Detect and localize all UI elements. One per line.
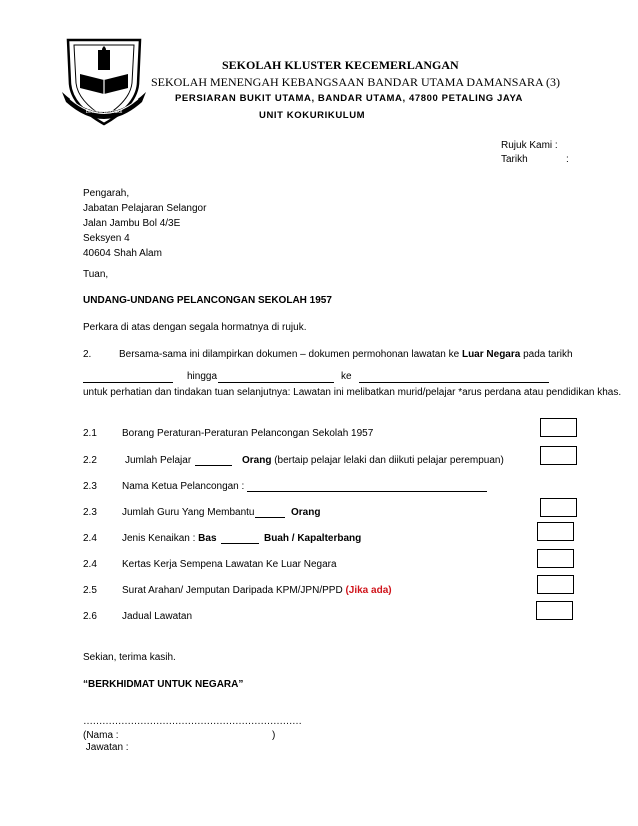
tarikh-colon: : <box>566 154 569 165</box>
header-address: PERSIARAN BUKIT UTAMA, BANDAR UTAMA, 47800 PETALING JAYA <box>175 93 524 104</box>
para2-number: 2. <box>83 349 92 360</box>
para2-luar-negara: Luar Negara <box>461 349 521 360</box>
item-label-2-1: Borang Peraturan-Peraturan Pelancongan Sekolah 1957 <box>122 428 374 439</box>
checkbox-2-4b[interactable] <box>537 549 574 568</box>
item-num-2-5: 2.5 <box>83 585 97 596</box>
checkbox-2-1[interactable] <box>540 418 577 437</box>
item-num-2-6: 2.6 <box>83 611 97 622</box>
recipient-line-2: Jabatan Pelajaran Selangor <box>83 203 207 214</box>
recipient-line-1: Pengarah, <box>83 188 130 199</box>
header-school: SEKOLAH MENENGAH KEBANGSAAN BANDAR UTAMA DAMANSARA (3) <box>151 75 561 89</box>
item-label-2-5 <box>122 585 392 597</box>
tarikh-label: Tarikh <box>501 154 528 165</box>
rujuk-kami: Rujuk Kami : <box>501 140 558 151</box>
salutation: Tuan, <box>83 269 109 280</box>
recipient-line-4: Seksyen 4 <box>83 233 130 244</box>
para2-line3: untuk perhatian dan tindakan tuan selanjutnya: Lawatan ini melibatkan murid/pelajar *arus perdana atau pendidikan khas. <box>83 387 622 398</box>
item-label-2-4a <box>122 533 217 545</box>
para2-text-start: Bersama-sama ini dilampirkan dokumen – dokumen permohonan lawatan ke <box>119 349 462 360</box>
item-label-2-2: Jumlah Pelajar <box>125 455 192 466</box>
motto: “BERKHIDMAT UNTUK NEGARA” <box>83 679 244 690</box>
para2-text <box>119 349 573 361</box>
ketua-pelancongan-line[interactable] <box>247 491 487 492</box>
checkbox-2-2[interactable] <box>540 446 577 465</box>
signature-dots: …………………………………………………………… <box>83 716 302 727</box>
crest-motto: Berilmu Berbakti <box>85 109 123 115</box>
item-label-2-4b: Kertas Kerja Sempena Lawatan Ke Luar Negara <box>122 559 337 570</box>
item-label-2-3b: Jumlah Guru Yang Membantu <box>122 507 255 518</box>
signature-nama-close: ) <box>272 730 276 741</box>
item-num-2-4b: 2.4 <box>83 559 97 570</box>
subject: UNDANG-UNDANG PELANCONGAN SEKOLAH 1957 <box>83 295 332 306</box>
bas-count-line[interactable] <box>221 543 259 544</box>
jenis-kenaikan-label: Jenis Kenaikan : <box>122 533 199 544</box>
orang-label-2: Orang <box>291 507 321 518</box>
para2-text-end: pada tarikh <box>520 349 573 360</box>
ke-label: ke <box>341 371 352 382</box>
jumlah-pelajar-line[interactable] <box>195 465 232 466</box>
checkbox-2-6[interactable] <box>536 601 573 620</box>
header-cluster: SEKOLAH KLUSTER KECEMERLANGAN <box>222 58 459 72</box>
item-text-2-2 <box>242 455 504 467</box>
item-num-2-3b: 2.3 <box>83 507 97 518</box>
destination-line[interactable] <box>359 382 549 383</box>
orang-label: Orang <box>242 455 272 466</box>
item-num-2-3a: 2.3 <box>83 481 97 492</box>
checkbox-2-3[interactable] <box>540 498 577 517</box>
school-crest-logo <box>58 36 150 130</box>
date-from-line[interactable] <box>83 382 173 383</box>
date-to-line[interactable] <box>218 382 334 383</box>
hingga-label: hingga <box>187 371 218 382</box>
item-num-2-2: 2.2 <box>83 455 97 466</box>
signature-nama: (Nama : <box>83 730 119 741</box>
header-unit: UNIT KOKURIKULUM <box>259 110 366 121</box>
item-note-2-2: (bertaip pelajar lelaki dan diikuti pelajar perempuan) <box>271 455 504 466</box>
jika-ada-label: (Jika ada) <box>345 585 392 596</box>
signature-jawatan: Jawatan : <box>83 742 129 753</box>
closing-line: Sekian, terima kasih. <box>83 652 176 663</box>
item-num-2-1: 2.1 <box>83 428 97 439</box>
item-label-2-3a: Nama Ketua Pelancongan : <box>122 481 245 492</box>
checkbox-2-4a[interactable] <box>537 522 574 541</box>
item-num-2-4a: 2.4 <box>83 533 97 544</box>
recipient-line-3: Jalan Jambu Bol 4/3E <box>83 218 181 229</box>
bas-label: Bas <box>198 533 217 544</box>
intro-line: Perkara di atas dengan segala hormatnya di rujuk. <box>83 322 307 333</box>
jumlah-guru-line[interactable] <box>255 517 285 518</box>
item-label-2-6: Jadual Lawatan <box>122 611 193 622</box>
checkbox-2-5[interactable] <box>537 575 574 594</box>
recipient-line-5: 40604 Shah Alam <box>83 248 162 259</box>
surat-arahan-label: Surat Arahan/ Jemputan Daripada KPM/JPN/PPD <box>122 585 346 596</box>
buah-kapalterbang-label: Buah / Kapalterbang <box>264 533 362 544</box>
